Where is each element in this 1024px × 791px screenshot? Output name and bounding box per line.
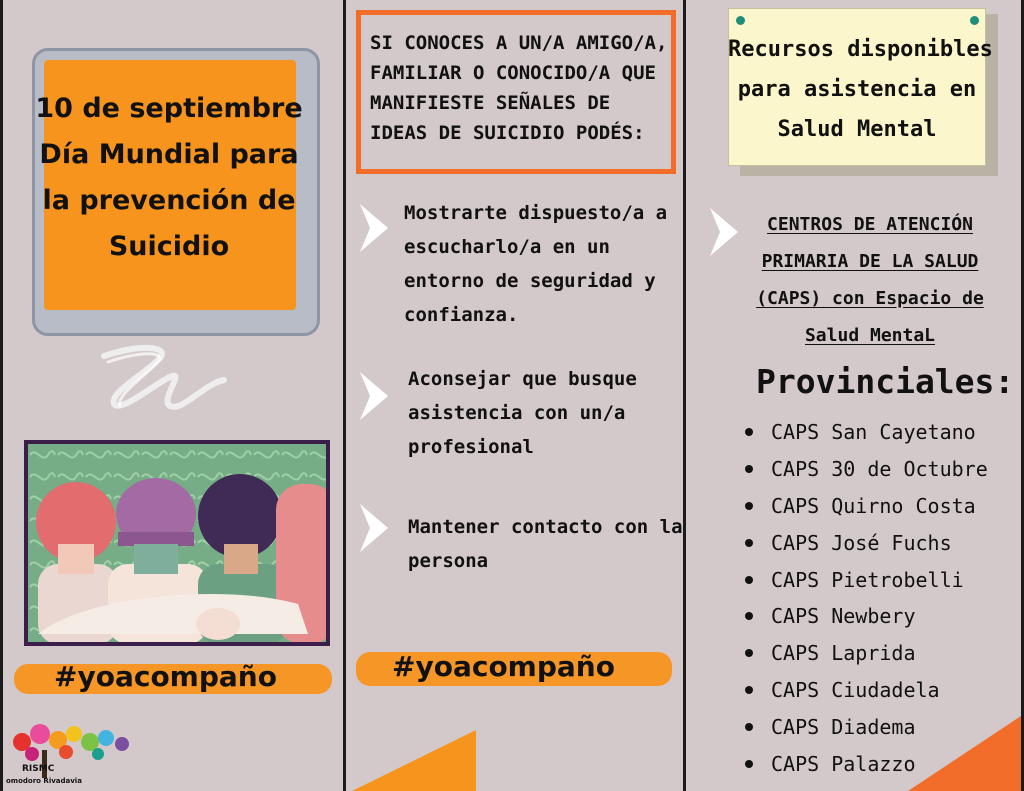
- advice-line: confianza.: [404, 304, 519, 326]
- pin-icon: [970, 16, 979, 25]
- event-title-line: la prevención de: [42, 185, 296, 216]
- caps-title-line: Salud MentaL: [804, 325, 936, 346]
- event-title-line: Día Mundial para: [39, 139, 299, 170]
- caps-name: CAPS José Fuchs: [771, 530, 952, 555]
- caps-name: CAPS Quirno Costa: [771, 493, 976, 518]
- logo-text: RISMC: [22, 764, 55, 774]
- left-border: [0, 0, 3, 791]
- advice-line: escucharlo/a en un: [404, 236, 610, 258]
- resources-title-line: Salud Mental: [777, 117, 937, 142]
- list-item: [745, 451, 988, 488]
- squiggle-decoration: [100, 340, 230, 420]
- advice-line: Mostrarte dispuesto/a a: [404, 202, 668, 224]
- caps-name: CAPS San Cayetano: [771, 420, 976, 445]
- bullet-icon: [745, 723, 753, 731]
- caps-name: CAPS Pietrobelli: [771, 567, 964, 592]
- caps-name: CAPS Diadema: [771, 714, 916, 739]
- advice-line: asistencia con un/a: [408, 402, 626, 424]
- list-item: [745, 524, 988, 561]
- friends-illustration: [24, 440, 330, 646]
- event-title-line: Suicidio: [108, 231, 230, 262]
- chevron-right-icon: [706, 204, 742, 260]
- hashtag-label: #yoacompaño: [54, 660, 277, 693]
- resources-title-line: para asistencia en: [737, 77, 977, 102]
- bullet-icon: [745, 502, 753, 510]
- chevron-right-icon: [356, 500, 392, 556]
- advice-line: entorno de seguridad y: [404, 270, 656, 292]
- list-item: [745, 414, 988, 451]
- column-divider-1: [343, 0, 346, 791]
- caps-name: CAPS Newbery: [771, 604, 916, 629]
- advice-line: Mantener contacto con la: [408, 516, 683, 538]
- resources-title-line: Recursos disponibles: [728, 37, 993, 62]
- hashtag-label: #yoacompaño: [392, 650, 615, 683]
- list-item: [745, 488, 988, 525]
- column-divider-2: [683, 0, 686, 791]
- intro-line: FAMILIAR O CONOCIDO/A QUE: [370, 62, 656, 84]
- bullet-icon: [745, 465, 753, 473]
- event-title-line: 10 de septiembre: [35, 93, 303, 124]
- advice-line: Aconsejar que busque: [408, 368, 637, 390]
- caps-section-title: [740, 206, 1000, 354]
- bullet-icon: [745, 428, 753, 436]
- advice-item-1: [404, 196, 672, 332]
- caps-title-line: (CAPS) con Espacio de: [756, 288, 984, 309]
- intro-text: [370, 28, 670, 148]
- pin-icon: [736, 16, 745, 25]
- event-title: [18, 86, 320, 270]
- intro-line: SI CONOCES A UN/A AMIGO/A,: [370, 32, 668, 54]
- bullet-icon: [745, 612, 753, 620]
- list-item: [745, 598, 988, 635]
- bullet-icon: [745, 686, 753, 694]
- bullet-icon: [745, 539, 753, 547]
- advice-item-2: [408, 362, 637, 464]
- caps-name: CAPS Laprida: [771, 641, 916, 666]
- bullet-icon: [745, 649, 753, 657]
- caps-title-line: CENTROS DE ATENCIÓN: [767, 214, 973, 235]
- caps-name: CAPS Ciudadela: [771, 677, 940, 702]
- list-item: [745, 635, 988, 672]
- provinciales-heading: Provinciales:: [756, 362, 1015, 401]
- advice-line: persona: [408, 550, 489, 572]
- bullet-icon: [745, 760, 753, 768]
- bullet-icon: [745, 576, 753, 584]
- chevron-right-icon: [356, 200, 392, 256]
- intro-line: IDEAS DE SUICIDIO PODÉS:: [370, 122, 645, 144]
- orange-corner-shape: [352, 730, 476, 791]
- list-item: [745, 672, 988, 709]
- advice-item-3: [408, 510, 683, 578]
- caps-name: CAPS Palazzo: [771, 751, 916, 776]
- intro-line: MANIFIESTE SEÑALES DE: [370, 92, 611, 114]
- logo-subtext: omodoro Rivadavia: [6, 777, 82, 785]
- list-item: [745, 561, 988, 598]
- orange-corner-shape: [908, 716, 1021, 791]
- advice-line: profesional: [408, 436, 534, 458]
- caps-title-line: PRIMARIA DE LA SALUD: [761, 251, 979, 272]
- chevron-right-icon: [356, 368, 392, 424]
- resources-title: [728, 30, 993, 150]
- caps-name: CAPS 30 de Octubre: [771, 457, 988, 482]
